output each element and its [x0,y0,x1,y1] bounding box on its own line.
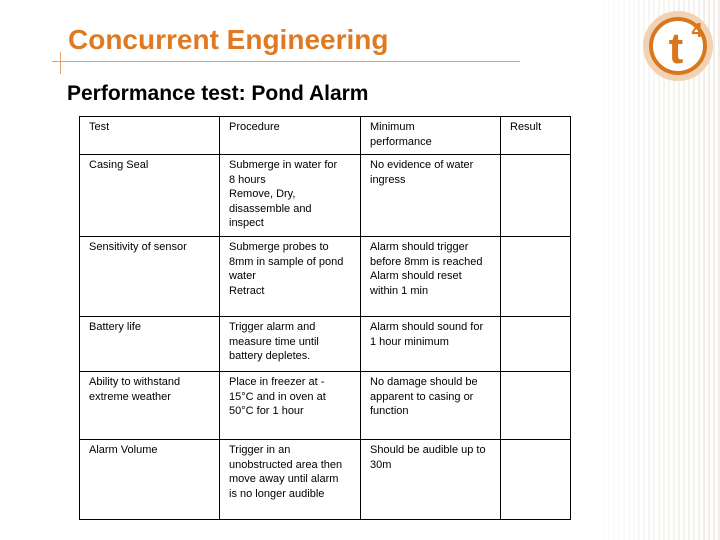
minimum-performance-cell: No damage should be apparent to casing or function [361,372,501,440]
table-header-row [80,117,571,155]
logo-letter: t [668,24,684,73]
table-row [80,440,571,520]
test-cell: Ability to withstand extreme weather [80,372,220,440]
column-header-procedure: Procedure [220,117,361,155]
column-header-result: Result [501,117,571,155]
test-cell: Alarm Volume [80,440,220,520]
procedure-cell: Submerge probes to 8mm in sample of pond water Retract [220,237,361,317]
procedure-cell: Trigger in an unobstructed area then move away until alarm is no longer audible [220,440,361,520]
procedure-cell: Place in freezer at - 15°C and in oven at 50°C for 1 hour [220,372,361,440]
test-cell: Battery life [80,317,220,372]
slide-subtitle: Performance test: Pond Alarm [67,82,369,105]
table-row [80,317,571,372]
slide-title: Concurrent Engineering [68,24,389,55]
t4-logo-icon [636,6,720,90]
performance-test-table [79,116,571,520]
result-cell [501,440,571,520]
title-underline [52,61,520,62]
minimum-performance-cell: No evidence of water ingress [361,155,501,237]
column-header-test: Test [80,117,220,155]
logo-superscript: 4 [691,20,703,42]
result-cell [501,317,571,372]
minimum-performance-cell: Alarm should sound for 1 hour minimum [361,317,501,372]
procedure-cell: Submerge in water for 8 hours Remove, Dry, disassemble and inspect [220,155,361,237]
test-cell: Sensitivity of sensor [80,237,220,317]
column-header-minimum-performance: Minimum performance [361,117,501,155]
table-row [80,372,571,440]
procedure-cell: Trigger alarm and measure time until battery depletes. [220,317,361,372]
table-row [80,237,571,317]
minimum-performance-cell: Should be audible up to 30m [361,440,501,520]
minimum-performance-cell: Alarm should trigger before 8mm is reached Alarm should reset within 1 min [361,237,501,317]
result-cell [501,372,571,440]
title-rule-tick [60,52,61,74]
result-cell [501,155,571,237]
table-row [80,155,571,237]
result-cell [501,237,571,317]
test-cell: Casing Seal [80,155,220,237]
